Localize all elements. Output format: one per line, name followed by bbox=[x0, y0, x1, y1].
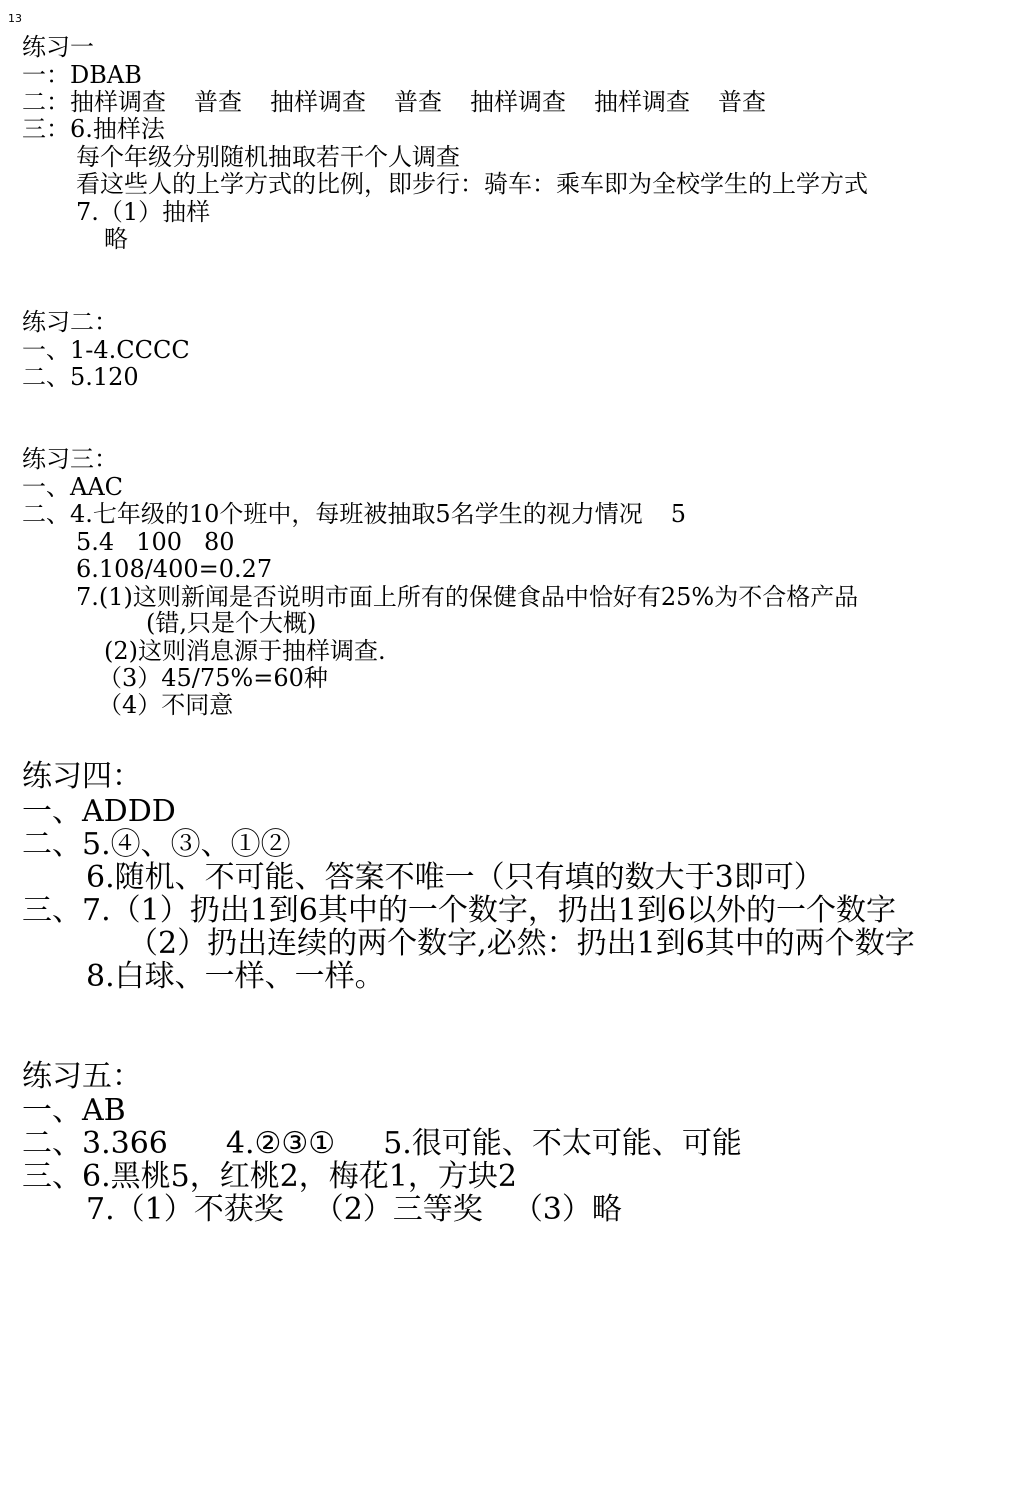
exercise-4-line: 6.随机、不可能、答案不唯一（只有填的数大于3即可） bbox=[86, 860, 824, 895]
exercise-5-line bbox=[86, 1192, 622, 1227]
exercise-5-part-2 bbox=[22, 1126, 742, 1161]
answer-item: 普查 bbox=[718, 88, 766, 116]
exercise-3-part-1: 一、AAC bbox=[22, 473, 124, 501]
exercise-2-title: 练习二： bbox=[22, 308, 118, 336]
exercise-3-line: （3）45/75%=60种 bbox=[98, 664, 328, 692]
exercise-1-title: 练习一 bbox=[22, 33, 94, 61]
answer-text: 7.（1）不获奖 bbox=[86, 1192, 284, 1227]
answer-text: 二、3.366 bbox=[22, 1126, 168, 1161]
exercise-5-part-1: 一、AB bbox=[22, 1093, 126, 1128]
exercise-1-part-1: 一：DBAB bbox=[22, 61, 142, 89]
answer-value: 5 bbox=[670, 500, 686, 528]
exercise-5-part-3: 三、6.黑桃5，红桃2，梅花1，方块2 bbox=[22, 1159, 517, 1194]
exercise-3-line: （4）不同意 bbox=[98, 691, 234, 719]
exercise-4-part-2: 二、5.④、③、①② bbox=[22, 827, 291, 862]
exercise-4-part-1: 一、ADDD bbox=[22, 794, 176, 829]
exercise-3-title: 练习三： bbox=[22, 445, 118, 473]
exercise-4-title: 练习四： bbox=[22, 759, 142, 794]
exercise-3-line: 7.(1)这则新闻是否说明市面上所有的保健食品中恰好有25%为不合格产品 bbox=[76, 583, 859, 611]
answer-text: 4.②③① bbox=[225, 1126, 336, 1161]
exercise-3-line: (错,只是个大概) bbox=[146, 609, 317, 637]
exercise-1-part-2-prefix: 二： bbox=[22, 88, 70, 116]
answer-text: 5.很可能、不太可能、可能 bbox=[383, 1126, 742, 1161]
page-number: 13 bbox=[8, 12, 22, 25]
answer-text: （3）略 bbox=[512, 1192, 622, 1227]
exercise-1-line: 7.（1）抽样 bbox=[76, 198, 211, 226]
exercise-4-line: 8.白球、一样、一样。 bbox=[86, 959, 385, 994]
exercise-1-line: 每个年级分别随机抽取若干个人调查 bbox=[76, 143, 460, 171]
exercise-5-title: 练习五： bbox=[22, 1059, 142, 1094]
answer-value: 100 bbox=[136, 528, 182, 556]
exercise-4-part-3: 三、7.（1）扔出1到6其中的一个数字，扔出1到6以外的一个数字 bbox=[22, 893, 897, 928]
answer-item: 抽样调查 bbox=[270, 88, 366, 116]
exercise-3-line: 6.108/400=0.27 bbox=[76, 555, 273, 583]
exercise-1-part-2 bbox=[22, 90, 766, 114]
exercise-3-line bbox=[76, 530, 235, 554]
exercise-2-part-1: 一、1-4.CCCC bbox=[22, 336, 190, 364]
exercise-1-part-3: 三：6.抽样法 bbox=[22, 115, 165, 143]
answer-text: （2）三等奖 bbox=[313, 1192, 483, 1227]
exercise-3-line: (2)这则消息源于抽样调查. bbox=[104, 637, 386, 665]
answer-item: 抽样调查 bbox=[594, 88, 690, 116]
answer-value: 5.4 bbox=[76, 528, 115, 556]
answer-value: 80 bbox=[203, 528, 235, 556]
answer-item: 普查 bbox=[394, 88, 442, 116]
answer-item: 抽样调查 bbox=[470, 88, 566, 116]
exercise-1-line: 看这些人的上学方式的比例，即步行：骑车：乘车即为全校学生的上学方式 bbox=[76, 170, 868, 198]
answer-text: 二、4.七年级的10个班中，每班被抽取5名学生的视力情况 bbox=[22, 500, 643, 528]
exercise-4-line: （2）扔出连续的两个数字,必然：扔出1到6其中的两个数字 bbox=[128, 926, 915, 961]
exercise-2-part-2: 二、5.120 bbox=[22, 363, 139, 391]
answer-item: 抽样调查 bbox=[70, 88, 166, 116]
answer-item: 普查 bbox=[194, 88, 242, 116]
exercise-3-part-2 bbox=[22, 502, 686, 526]
exercise-1-line: 略 bbox=[104, 225, 128, 253]
